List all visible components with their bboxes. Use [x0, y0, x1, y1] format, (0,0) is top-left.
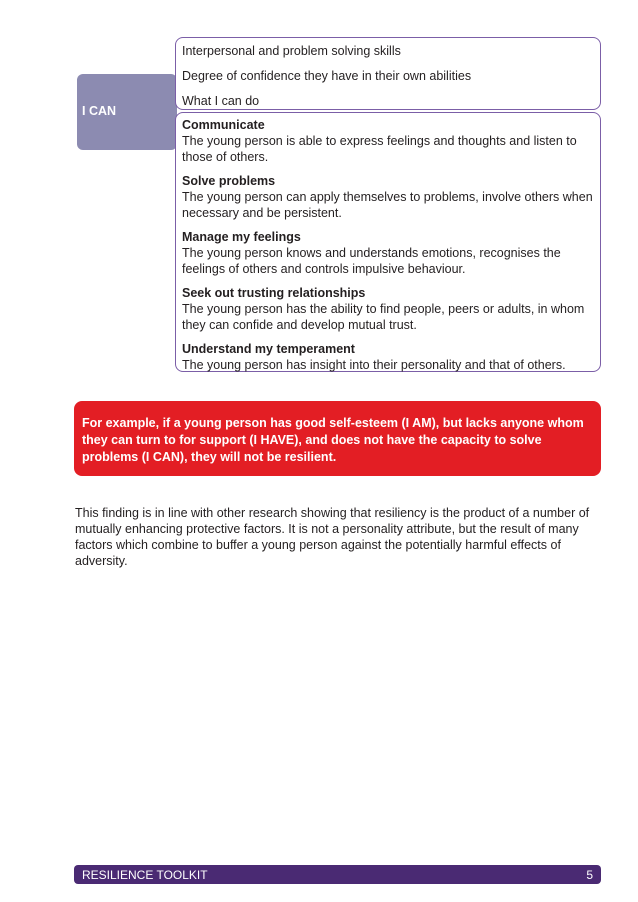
ican-summary-box [175, 37, 601, 110]
item-description: The young person can apply themselves to problems, involve others when necessary and be persistent. [182, 190, 593, 220]
page-number: 5 [586, 867, 593, 882]
page-footer [74, 865, 601, 884]
summary-line: What I can do [182, 94, 260, 108]
ican-label: I CAN [77, 74, 177, 150]
item-title: Solve problems [182, 174, 276, 188]
list-item [182, 173, 594, 221]
item-title: Understand my temperament [182, 342, 355, 356]
list-item [182, 285, 594, 333]
list-item [182, 341, 594, 373]
item-description: The young person knows and understands emotions, recognises the feelings of others and controls impulsive behaviour. [182, 246, 561, 276]
ican-details-box [175, 112, 601, 372]
item-description: The young person is able to express feelings and thoughts and listen to those of others. [182, 134, 577, 164]
body-paragraph: This finding is in line with other research showing that resiliency is the product of a number of mutually enhancing protective factors. It is not a personality attribute, but the result of many factors which combine to buffer a young person against the potentially harmful effects of adversity. [75, 506, 590, 568]
list-item [182, 117, 594, 165]
example-callout: For example, if a young person has good self-esteem (I AM), but lacks anyone whom they can turn to for support (I HAVE), and does not have the capacity to solve problems (I CAN), they will not be resilient. [74, 401, 601, 476]
summary-line: Degree of confidence they have in their own abilities [182, 69, 472, 83]
item-title: Seek out trusting relationships [182, 286, 366, 300]
item-title: Manage my feelings [182, 230, 301, 244]
footer-title: RESILIENCE TOOLKIT [82, 867, 208, 882]
summary-line: Interpersonal and problem solving skills [182, 44, 401, 58]
item-title: Communicate [182, 118, 265, 132]
item-description: The young person has insight into their personality and that of others. [182, 358, 566, 372]
list-item [182, 229, 594, 277]
item-description: The young person has the ability to find people, peers or adults, in whom they can confide and develop mutual trust. [182, 302, 585, 332]
